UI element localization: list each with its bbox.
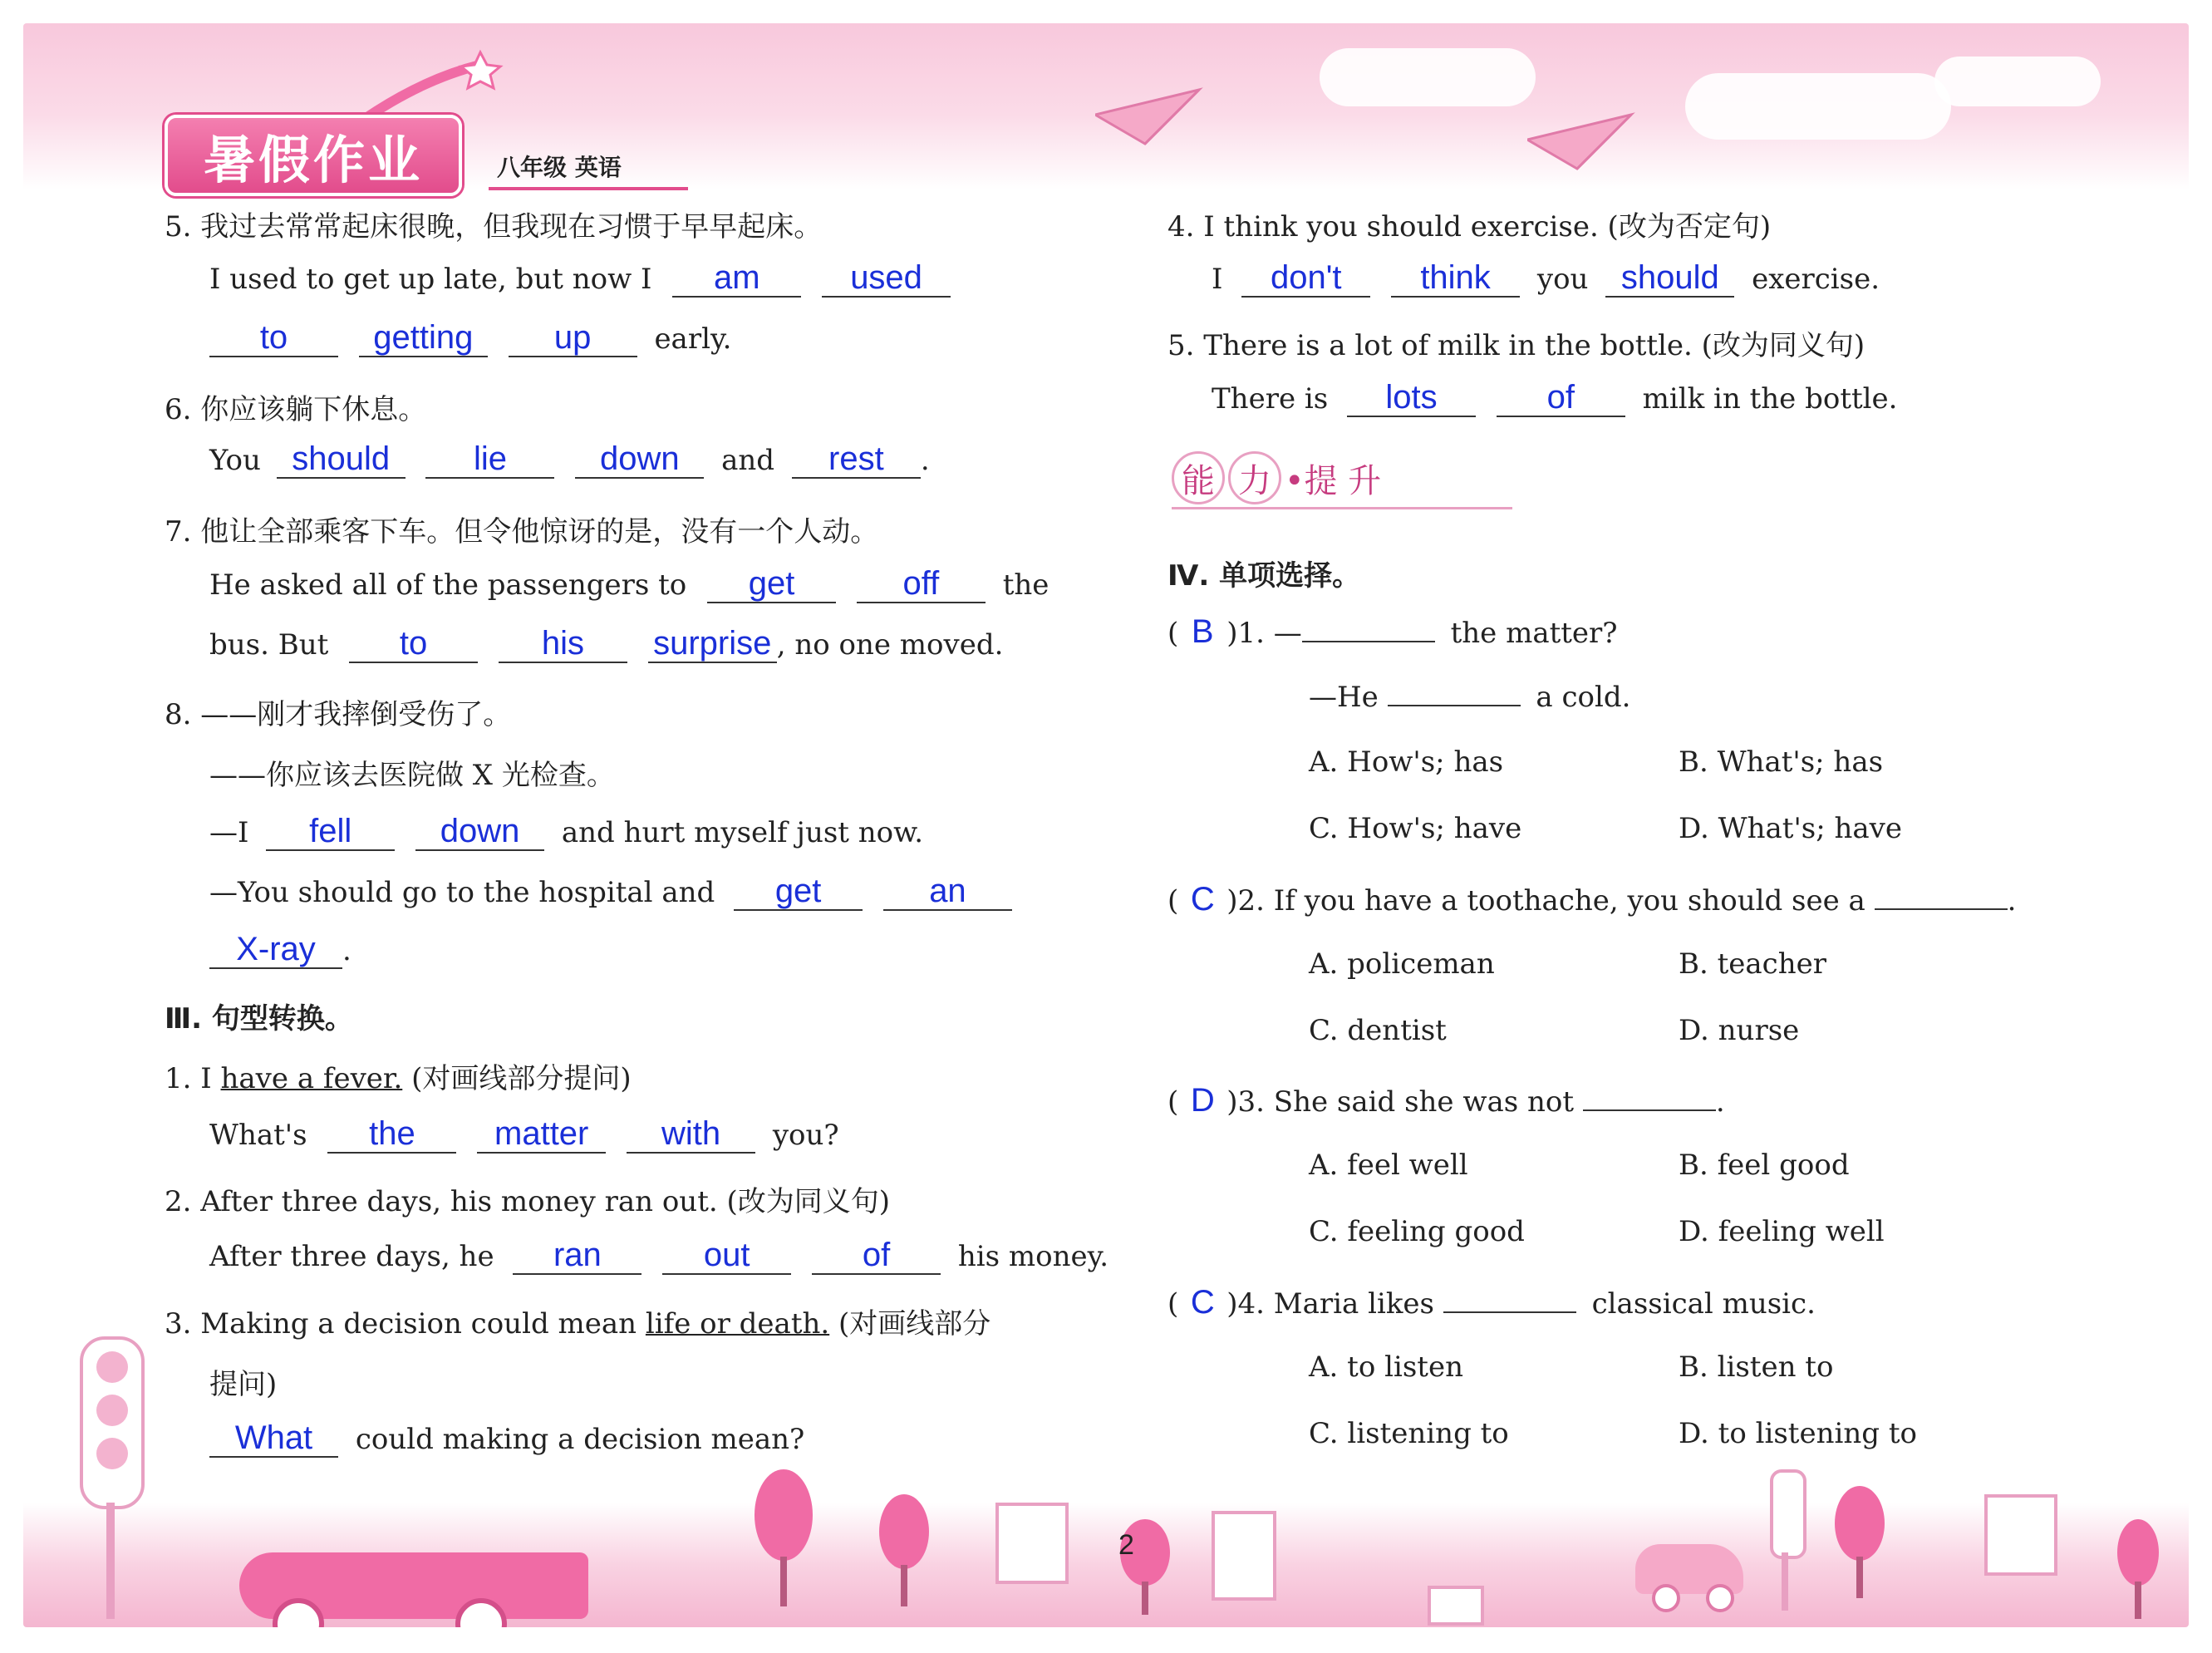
transform-1-line: What's the matter with you? [209, 1115, 839, 1152]
mc-1-option-a[interactable]: A. How's; has [1309, 745, 1504, 779]
badge-text: •提 升 [1285, 461, 1382, 500]
answer-blank: with [627, 1115, 755, 1154]
mc-4-option-b[interactable]: B. listen to [1679, 1350, 1834, 1384]
question-7-prompt: 7. 他让全部乘客下车。但令他惊讶的是，没有一个人动。 [165, 515, 879, 549]
transform-4-line: I don't think you should exercise. [1212, 259, 1880, 296]
mc-3-option-a[interactable]: A. feel well [1309, 1149, 1468, 1182]
answer-blank: down [575, 440, 704, 479]
mc-2-option-c[interactable]: C. dentist [1309, 1014, 1447, 1047]
answer-blank: an [883, 873, 1012, 911]
right-column [1105, 0, 2194, 1653]
answer-blank: lots [1347, 379, 1476, 417]
question-6-line: You should lie down and rest . [209, 440, 930, 477]
question-8-line1: —I fell down and hurt myself just now. [209, 813, 924, 849]
transform-5-line: There is lots of milk in the bottle. [1212, 379, 1898, 416]
answer-blank: getting [359, 319, 488, 357]
section-3-heading: Ⅲ. 句型转换。 [165, 1002, 353, 1036]
question-8-prompt: 8. ——刚才我摔倒受伤了。 [165, 698, 512, 731]
mc-2-option-d[interactable]: D. nurse [1679, 1014, 1800, 1047]
divider [1172, 507, 1512, 509]
transform-5-prompt: 5. There is a lot of milk in the bottle. (改为同义句) [1167, 329, 1865, 362]
answer-blank: ran [513, 1237, 641, 1275]
answer-blank: to [349, 625, 478, 663]
answer-blank: get [734, 873, 863, 911]
mc-3-option-b[interactable]: B. feel good [1679, 1149, 1850, 1182]
answer-blank: rest [792, 440, 921, 479]
answer-blank: am [672, 259, 801, 298]
transform-3-line: What could making a decision mean? [209, 1419, 804, 1458]
question-7-line2: bus. But to his surprise , no one moved. [209, 625, 1004, 662]
question-8-prompt-2: ——你应该去医院做 X 光检查。 [209, 759, 615, 792]
answer-blank: think [1391, 259, 1520, 298]
mc-question-1-line2: —He a cold. [1309, 681, 1631, 714]
book-logo: 暑假作业 [165, 115, 462, 196]
mc-question-1: ( B )1. — the matter? [1167, 613, 1618, 650]
answer-blank: the [327, 1115, 456, 1154]
mc-question-4: ( C )4. Maria likes classical music. [1167, 1284, 1816, 1321]
transform-3-prompt-2: 提问) [209, 1368, 278, 1401]
answer-blank: to [209, 319, 338, 357]
mc-question-3: ( D )3. She said she was not . [1167, 1082, 1725, 1119]
transform-3-prompt: 3. Making a decision could mean life or death. (对画线部分 [165, 1307, 991, 1341]
answer-blank: fell [266, 813, 395, 851]
mc-1-option-c[interactable]: C. How's; have [1309, 812, 1522, 845]
answer-blank: should [1605, 259, 1734, 298]
question-8-line2: —You should go to the hospital and get an [209, 873, 1012, 911]
mc-2-option-b[interactable]: B. teacher [1679, 947, 1826, 981]
mc-3-option-c[interactable]: C. feeling good [1309, 1215, 1525, 1248]
mc-1-option-d[interactable]: D. What's; have [1679, 812, 1902, 845]
answer-blank: used [822, 259, 951, 298]
answer-blank: don't [1241, 259, 1370, 298]
mc-1-option-b[interactable]: B. What's; has [1679, 745, 1884, 779]
answer-blank: out [662, 1237, 791, 1275]
answer-blank: What [209, 1419, 338, 1458]
badge-char: 力 [1228, 451, 1281, 504]
answer-blank: his [499, 625, 627, 663]
grade-subject: 八年级 英语 [497, 154, 622, 181]
badge-char: 能 [1172, 451, 1225, 504]
answer-blank: of [812, 1237, 941, 1275]
answer-blank: should [277, 440, 406, 479]
transform-4-prompt: 4. I think you should exercise. (改为否定句) [1167, 210, 1772, 244]
answer-blank: X-ray [209, 931, 342, 969]
transform-2-line: After three days, he ran out of his money. [209, 1237, 1109, 1273]
mc-question-2: ( C )2. If you have a toothache, you should see a . [1167, 881, 2017, 918]
mc-2-option-a[interactable]: A. policeman [1309, 947, 1495, 981]
mc-4-option-c[interactable]: C. listening to [1309, 1417, 1509, 1450]
question-8-line3: X-ray . [209, 931, 351, 969]
page-number: 2 [1118, 1529, 1134, 1561]
transform-2-prompt: 2. After three days, his money ran out. (改为同义句) [165, 1185, 890, 1218]
question-5-prompt: 5. 我过去常常起床很晚，但我现在习惯于早早起床。 [165, 210, 823, 244]
answer-blank: off [857, 565, 986, 603]
answer-blank: surprise [648, 625, 777, 663]
question-7-line1: He asked all of the passengers to get off the [209, 565, 1049, 602]
mc-4-option-d[interactable]: D. to listening to [1679, 1417, 1917, 1450]
answer-blank: down [415, 813, 544, 851]
answer-blank: up [509, 319, 637, 357]
section-4-heading: Ⅳ. 单项选择。 [1167, 559, 1361, 593]
question-6-prompt: 6. 你应该躺下休息。 [165, 393, 427, 426]
mc-3-option-d[interactable]: D. feeling well [1679, 1215, 1885, 1248]
mc-answer: C [1190, 1284, 1215, 1321]
ability-section-badge [1172, 449, 1381, 507]
transform-1-prompt: 1. I have a fever. (对画线部分提问) [165, 1062, 632, 1095]
answer-blank: of [1497, 379, 1625, 417]
mc-4-option-a[interactable]: A. to listen [1309, 1350, 1463, 1384]
answer-blank: lie [425, 440, 554, 479]
answer-blank: matter [477, 1115, 606, 1154]
mc-answer: D [1190, 1082, 1215, 1119]
question-5-line2: to getting up early. [209, 319, 731, 357]
mc-answer: C [1190, 881, 1215, 918]
answer-blank: get [707, 565, 836, 603]
mc-answer: B [1191, 613, 1214, 650]
question-5-line1: I used to get up late, but now I am used [209, 259, 951, 298]
